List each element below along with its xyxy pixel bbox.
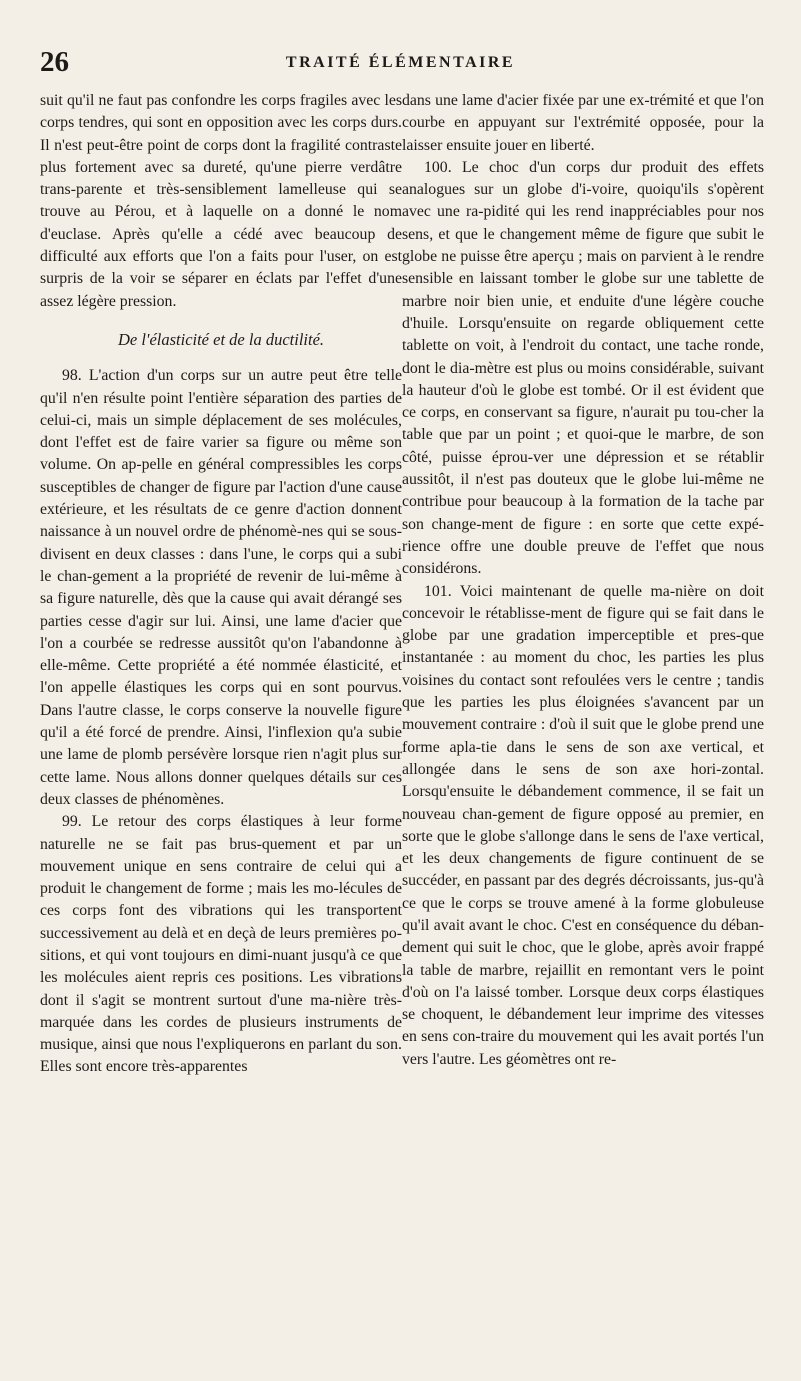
paragraph-98: 98. L'action d'un corps sur un autre peut être telle qu'il n'en résulte point l'entière séparation des parties de celui-ci, mais un simple déplacement de ses molécules, dont l'effet est de faire varier sa figure ou même son volume. On ap-pelle en général compressibles les corps susceptibles de changer de figure par l'action d'une cause extérieure, et les résultats de ce genre d'action donnent naissance à un nouvel ordre de phénomè-nes qui se sous-divisent en deux classes : dans l'une, le corps qui a subi le chan-gement a la propriété de revenir de lui-même à sa figure naturelle, dès que la cause qui avait dérangé ses parties cesse d'agir sur lui. Ainsi, une lame d'acier que l'on a courbée se redresse aussitôt qu'on l'abandonne à elle-même. Cette propriété a été nommée élasticité, et l'on appelle élastiques les corps qui en sont pourvus. Dans l'autre classe, le corps conserve la nouvelle figure qu'il a été forcé de prendre. Ainsi, l'inflexion qu'a subie une lame de plomb persévère lorsque rien n'agit plus sur cette lame. Nous allons donner quelques détails sur ces deux classes de phénomènes. bbox=[40, 367, 402, 808]
left-column bbox=[40, 90, 402, 1079]
paragraph-101: 101. Voici maintenant de quelle ma-nière on doit concevoir le rétablisse-ment de figure qui se fait dans le globe par une gradation imperceptible et pres-que instantanée : au moment du choc, les parties les plus voisines du contact sont refoulées vers le centre ; tandis que les parties les plus éloignées s'avancent par un mouvement contraire : d'où il suit que le globe prend une forme apla-tie dans le sens de son axe vertical, et allongée dans le sens de son axe hori-zontal. Lorsqu'ensuite le débandement commence, il se fait un nouveau chan-gement de figure opposé au premier, en sorte que le globe s'allonge dans le sens de l'axe vertical, et les deux changements de figure continuent de se succéder, en passant par des degrés décroissants, jus-qu'à ce que le corps se trouve amené à la forme globuleuse qu'il avait avant le choc. C'est en conséquence du déban-dement qui suit le choc, que le globe, après avoir frappé la table de marbre, rejaillit en remontant vers le point d'où on l'a laissé tomber. Lorsque deux corps élastiques se choquent, le débandement leur imprime des vitesses en sens con-traire du mouvement qui les avait portés l'un vers l'autre. Les géomètres ont re- bbox=[402, 582, 764, 1068]
page-number: 26 bbox=[40, 46, 69, 78]
paragraph-100: 100. Le choc d'un corps dur produit des effets analogues sur un globe d'i-voire, quoiqu'ils s'opèrent avec une ra-pidité qui les rend inappréciables pour nos sens, et que le changement même de figure que subit le globe ne puisse être aperçu ; mais on parvient à le rendre sensible en laissant tomber le globe sur une tablette de marbre noir bien unie, et enduite d'une légère couche d'huile. Lorsqu'ensuite on regarde obliquement cette tablette on voit, à l'endroit du contact, une tache ronde, dont le dia-mètre est plus ou moins considérable, suivant la hauteur d'où le globe est tombé. Or il est évident que ce corps, en conservant sa figure, n'aurait pu tou-cher la table que par un point ; et quoi-que le marbre, de son côté, puisse éprou-ver une dépression et se rétablir aussitôt, il n'est pas douteux que le globe lui-même ne contribue pour beaucoup à la formation de la tache par son change-ment de figure : en sorte que cette expé-rience offre une double preuve de l'effet que nous considérons. bbox=[402, 158, 764, 578]
page-header bbox=[30, 46, 771, 80]
right-column bbox=[402, 90, 764, 1071]
paragraph-continued-right: dans une lame d'acier fixée par une ex-trémité et que l'on courbe en appuyant sur l'extrémité opposée, pour la laisser ensuite jouer en liberté. bbox=[402, 92, 764, 154]
paragraph-99: 99. Le retour des corps élastiques à leur forme naturelle ne se fait pas brus-quement et par un mouvement unique en sens contraire de celui qui a produit le changement de forme ; mais les mo-lécules de ces corps font des vibrations qui les transportent successivement au delà et en deçà de leurs premières po-sitions, et qui vont toujours en dimi-nuant jusqu'à ce que les molécules aient repris ces positions. Les vibrations dont il s'agit se montrent surtout d'une ma-nière très-marquée dans les cordes de plusieurs instruments de musique, ainsi que nous l'expliquerons en parlant du son. Elles sont encore très-apparentes bbox=[40, 813, 402, 1076]
section-heading: De l'élasticité et de la ductilité. bbox=[117, 329, 325, 349]
paragraph-continued: suit qu'il ne faut pas confondre les corps fragiles avec les corps tendres, qui sont en opposition avec les corps durs. Il n'est peut-être point de corps dont la fragilité contraste plus fortement avec sa dureté, qu'une pierre verdâtre trans-parente et très-sensiblement lamelleuse qui se trouve au Pérou, et à laquelle on a donné le nom d'euclase. Après qu'elle a cédé avec beaucoup de difficulté aux efforts que l'on a faits pour l'user, on est surpris de la voir se séparer en éclats par l'effet d'une assez légère pression. bbox=[40, 92, 402, 310]
running-title: TRAITÉ ÉLÉMENTAIRE bbox=[285, 54, 516, 71]
